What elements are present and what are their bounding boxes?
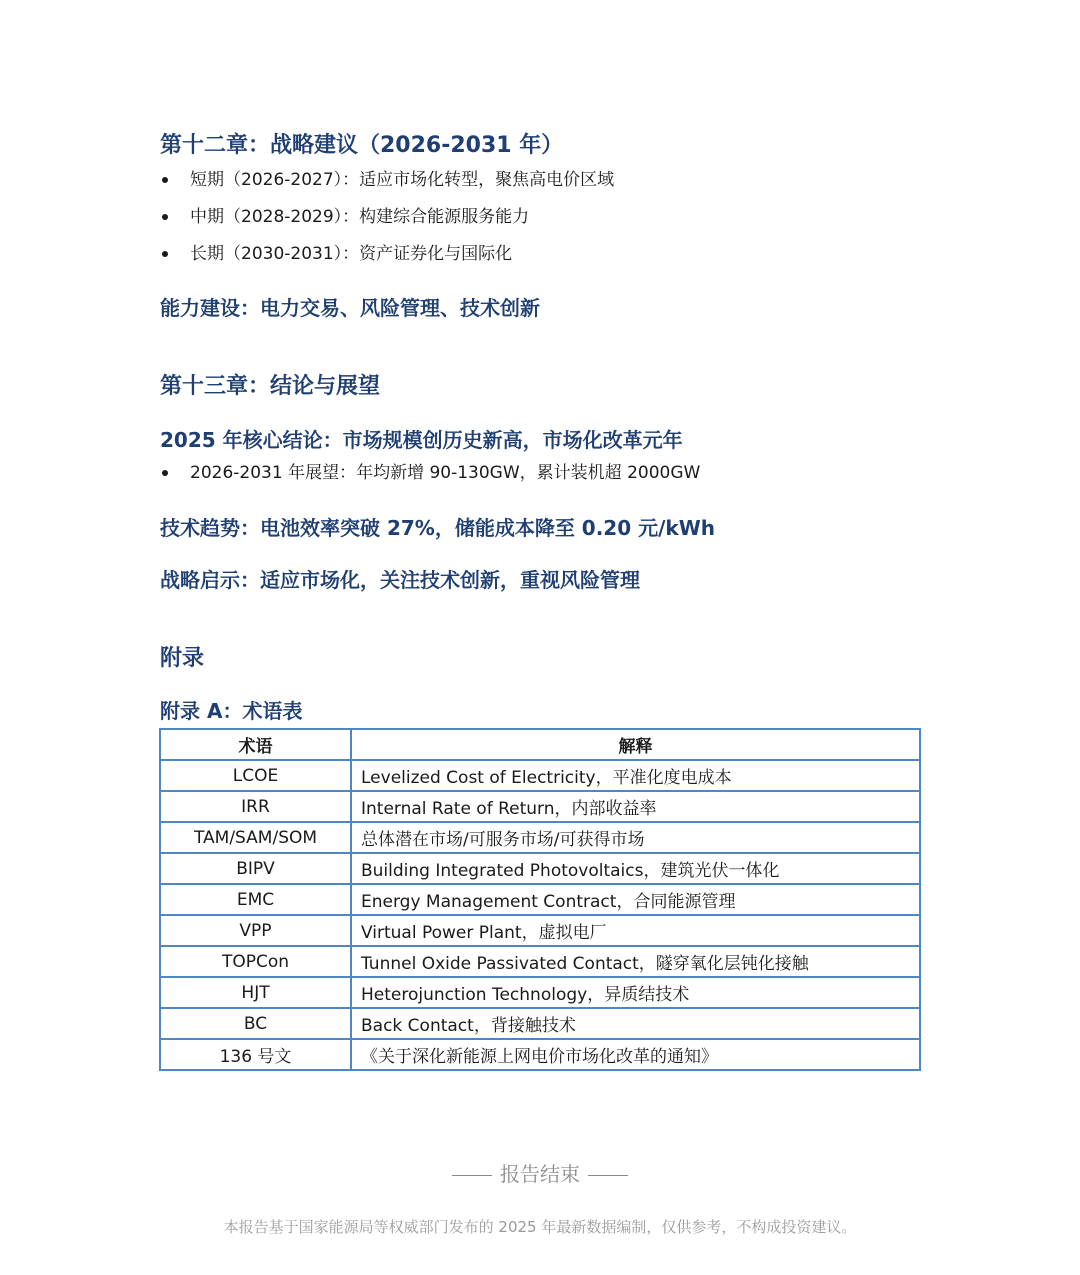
explanation-cell: Energy Management Contract，合同能源管理 bbox=[351, 884, 920, 915]
list-item bbox=[160, 162, 614, 199]
term-cell: LCOE bbox=[160, 760, 351, 791]
disclaimer-text: 本报告基于国家能源局等权威部门发布的 2025 年最新数据编制，仅供参考，不构成投资建议。 bbox=[223, 1218, 857, 1236]
appendix-title: 附录 bbox=[160, 646, 205, 671]
strategy-heading: 战略启示：适应市场化，关注技术创新，重视风险管理 bbox=[160, 568, 640, 592]
table-row bbox=[160, 760, 920, 791]
explanation-cell: Heterojunction Technology，异质结技术 bbox=[351, 977, 920, 1008]
term-cell: BIPV bbox=[160, 853, 351, 884]
term-cell: HJT bbox=[160, 977, 351, 1008]
explanation-cell: Back Contact，背接触技术 bbox=[351, 1008, 920, 1039]
column-header-term: 术语 bbox=[160, 729, 351, 760]
list-item bbox=[160, 199, 614, 236]
term-cell: BC bbox=[160, 1008, 351, 1039]
term-cell: IRR bbox=[160, 791, 351, 822]
report-end-mark bbox=[0, 1158, 1080, 1187]
term-cell: VPP bbox=[160, 915, 351, 946]
list-item bbox=[160, 236, 614, 273]
column-header-explanation: 解释 bbox=[351, 729, 920, 760]
bullet-icon bbox=[162, 214, 168, 220]
bullet-icon bbox=[162, 177, 168, 183]
core-conclusion-heading: 2025 年核心结论：市场规模创历史新高，市场化改革元年 bbox=[160, 428, 683, 452]
bullet-icon bbox=[162, 251, 168, 257]
bullet-icon bbox=[162, 470, 168, 476]
chapter13-bullet-list bbox=[160, 455, 700, 492]
tech-trend-heading: 技术趋势：电池效率突破 27%，储能成本降至 0.20 元/kWh bbox=[160, 516, 716, 540]
term-cell: EMC bbox=[160, 884, 351, 915]
table-header-row bbox=[160, 729, 920, 760]
explanation-cell: Building Integrated Photovoltaics，建筑光伏一体化 bbox=[351, 853, 920, 884]
chapter13-title: 第十三章：结论与展望 bbox=[160, 374, 381, 399]
table-row bbox=[160, 977, 920, 1008]
explanation-cell: Levelized Cost of Electricity，平准化度电成本 bbox=[351, 760, 920, 791]
table-row bbox=[160, 884, 920, 915]
table-row bbox=[160, 1008, 920, 1039]
term-cell: TOPCon bbox=[160, 946, 351, 977]
end-mark-text: 报告结束 bbox=[500, 1162, 580, 1186]
divider-line bbox=[452, 1175, 492, 1176]
appendix-a-title: 附录 A：术语表 bbox=[160, 699, 303, 723]
table-row bbox=[160, 853, 920, 884]
chapter12-bullet-list bbox=[160, 162, 614, 273]
explanation-cell: Internal Rate of Return，内部收益率 bbox=[351, 791, 920, 822]
explanation-cell: 《关于深化新能源上网电价市场化改革的通知》 bbox=[351, 1039, 920, 1070]
explanation-cell: Virtual Power Plant，虚拟电厂 bbox=[351, 915, 920, 946]
list-item-text: 长期（2030-2031）：资产证券化与国际化 bbox=[190, 244, 513, 264]
term-cell: 136 号文 bbox=[160, 1039, 351, 1070]
divider-line bbox=[588, 1175, 628, 1176]
term-cell: TAM/SAM/SOM bbox=[160, 822, 351, 853]
glossary-table bbox=[159, 728, 921, 1071]
list-item bbox=[160, 455, 700, 492]
table-row bbox=[160, 791, 920, 822]
capability-heading: 能力建设：电力交易、风险管理、技术创新 bbox=[160, 296, 540, 320]
table-row bbox=[160, 915, 920, 946]
list-item-text: 2026-2031 年展望：年均新增 90-130GW，累计装机超 2000GW bbox=[190, 463, 701, 483]
list-item-text: 短期（2026-2027）：适应市场化转型，聚焦高电价区域 bbox=[190, 170, 615, 190]
table-row bbox=[160, 822, 920, 853]
table-row bbox=[160, 1039, 920, 1070]
explanation-cell: 总体潜在市场/可服务市场/可获得市场 bbox=[351, 822, 920, 853]
chapter12-title: 第十二章：战略建议（2026-2031 年） bbox=[160, 133, 564, 158]
list-item-text: 中期（2028-2029）：构建综合能源服务能力 bbox=[190, 207, 530, 227]
explanation-cell: Tunnel Oxide Passivated Contact，隧穿氧化层钝化接触 bbox=[351, 946, 920, 977]
table-row bbox=[160, 946, 920, 977]
